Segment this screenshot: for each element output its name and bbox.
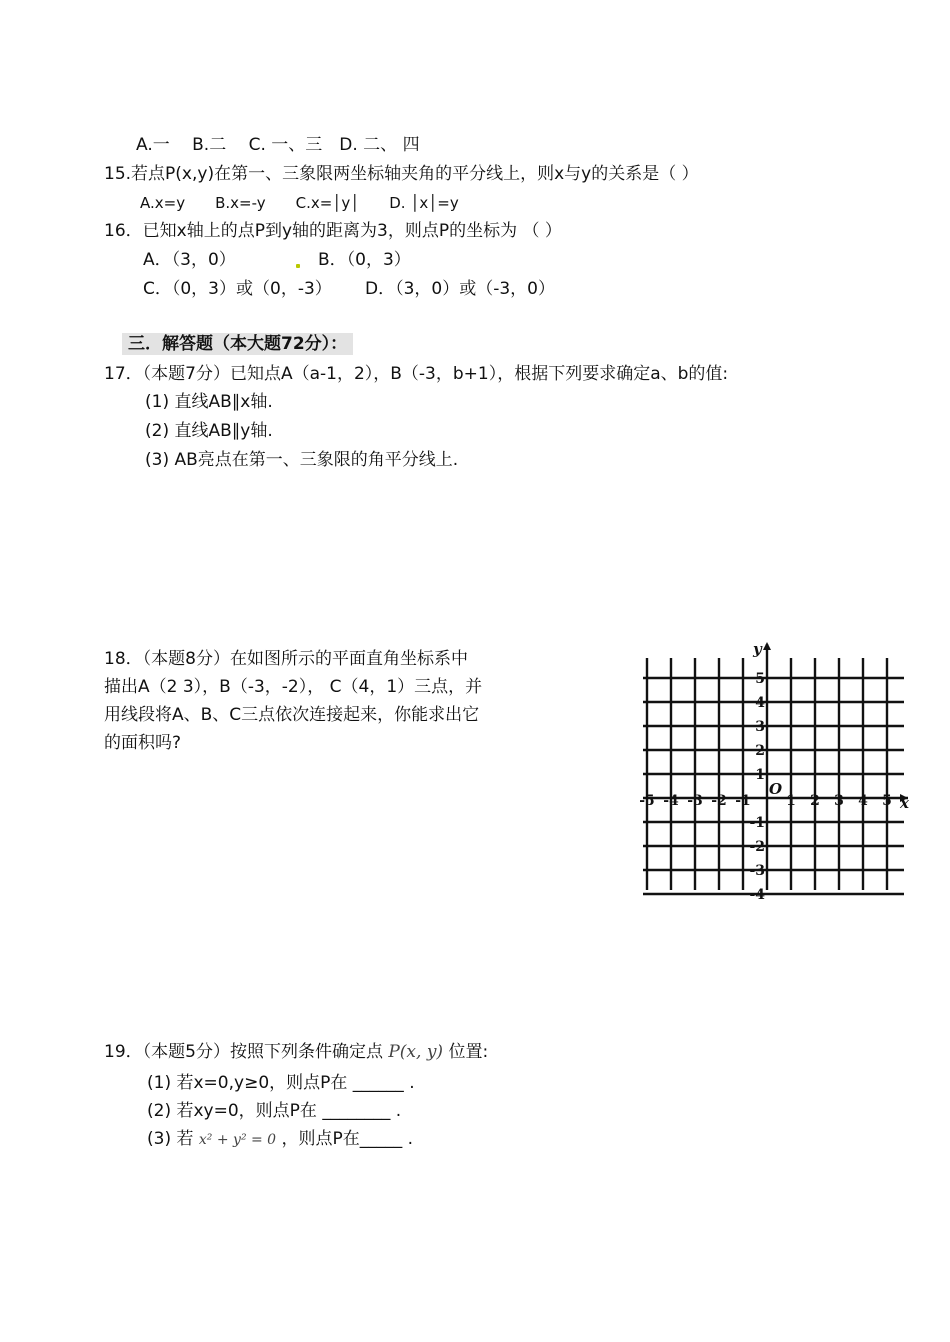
y-axis-label: y — [753, 640, 762, 658]
section-title — [122, 333, 353, 355]
x-tick-label: -2 — [711, 793, 727, 809]
x-axis-label: x — [900, 794, 909, 812]
q18-line3: 用线段将A、B、C三点依次连接起来，你能求出它 — [104, 705, 480, 725]
q16-option-a: A．（3，0） — [143, 250, 236, 270]
origin-label: O — [769, 780, 783, 798]
q19-question — [104, 1041, 488, 1063]
q17-part1: (1) 直线AB∥x轴. — [145, 392, 273, 412]
q14-options: A.一 B.二 C. 一、三 D. 二、 四 — [136, 135, 420, 155]
coordinate-grid — [638, 640, 913, 900]
q16-option-d: D．（3，0）或（-3，0） — [365, 279, 555, 299]
grid-lines — [643, 642, 908, 894]
x-tick-label: 1 — [786, 793, 796, 809]
x-tick-label: 3 — [834, 793, 844, 809]
q19-question-suffix: 位置: — [448, 1042, 489, 1062]
y-tick-label: -1 — [749, 815, 765, 831]
y-tick-label: 4 — [755, 695, 765, 711]
q19-part2: (2) 若xy=0，则点P在 ________ . — [147, 1101, 402, 1121]
q19-part3 — [147, 1128, 413, 1151]
x-tick-label: 5 — [882, 793, 892, 809]
q18-line4: 的面积吗? — [104, 733, 182, 753]
q19-question-prefix: 19．（本题5分）按照下列条件确定点 — [104, 1042, 383, 1062]
q19-part3-equation: x² + y² = 0 — [198, 1132, 277, 1148]
q19-part1: (1) 若x=0,y≥0，则点P在 ______ . — [147, 1073, 415, 1093]
x-tick-label: -1 — [735, 793, 751, 809]
y-tick-label: -3 — [749, 863, 765, 879]
x-tick-label: 4 — [858, 793, 868, 809]
y-tick-label: -4 — [749, 887, 765, 900]
q16-question: 16．已知x轴上的点P到y轴的距离为3，则点P的坐标为 （ ） — [104, 221, 562, 241]
q15-options: A.x=y B.x=-y C.x=│y│ D. │x│=y — [140, 194, 459, 212]
x-tick-label: -4 — [663, 793, 679, 809]
q18-line1: 18．（本题8分）在如图所示的平面直角坐标系中 — [104, 649, 468, 669]
q15-question: 15.若点P(x,y)在第一、三象限两坐标轴夹角的平分线上，则x与y的关系是（ ） — [104, 164, 699, 184]
q18-line2: 描出A（2 3），B（-3，-2）， C（4，1）三点，并 — [104, 677, 483, 697]
x-tick-label: -5 — [639, 793, 655, 809]
x-tick-label: -3 — [687, 793, 703, 809]
y-tick-label: 1 — [755, 767, 765, 783]
y-tick-label: 3 — [755, 719, 765, 735]
stray-mark — [296, 264, 300, 268]
q17-question: 17．（本题7分）已知点A（a-1，2），B（-3，b+1），根据下列要求确定a、b的值: — [104, 364, 729, 384]
x-tick-label: 2 — [810, 793, 820, 809]
q17-part3: (3) AB亮点在第一、三象限的角平分线上. — [145, 450, 459, 470]
y-axis-arrow — [763, 642, 771, 650]
q17-part2: (2) 直线AB∥y轴. — [145, 421, 273, 441]
q19-part3-prefix: (3) 若 — [147, 1129, 194, 1149]
q16-option-b: B．（0，3） — [318, 250, 411, 270]
section-title-text: 三．解答题（本大题72分）： — [122, 333, 353, 355]
y-tick-label: -2 — [749, 839, 765, 855]
q16-option-c: C．（0，3）或（0，-3） — [143, 279, 332, 299]
q19-point-notation: P(x, y) — [388, 1042, 444, 1062]
q19-part3-suffix: ，则点P在_____ . — [281, 1129, 414, 1149]
y-tick-label: 5 — [755, 671, 765, 687]
y-tick-label: 2 — [755, 743, 765, 759]
